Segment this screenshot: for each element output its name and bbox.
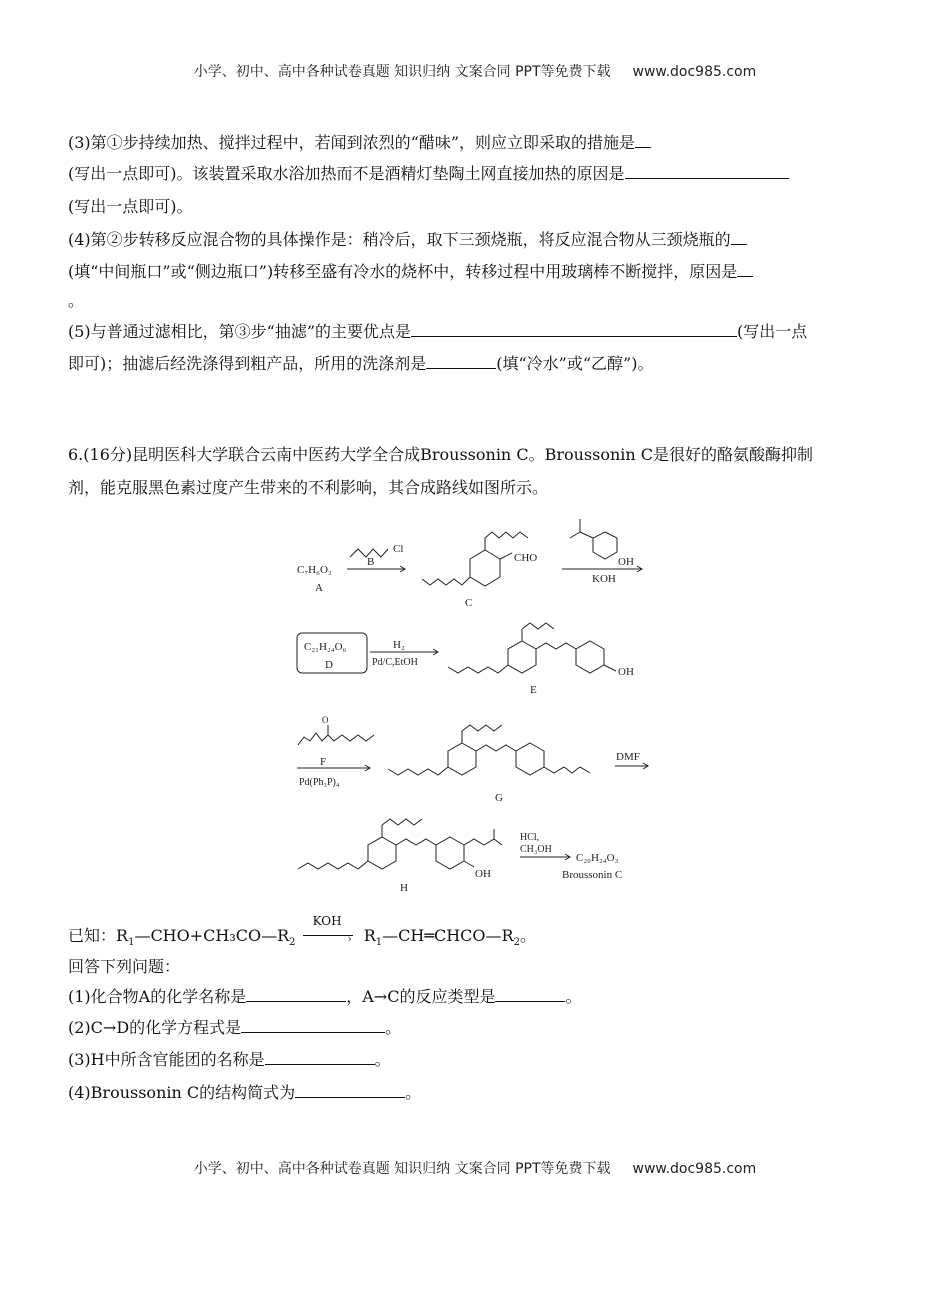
reagent-3: H₂ xyxy=(393,639,405,651)
reagent-acetophenone xyxy=(593,532,617,559)
compound-d-label: D xyxy=(325,659,333,671)
compound-h-label: H xyxy=(400,882,408,894)
q6-1: (1)化合物A的化学名称是 ，A→C的反应类型是 。 xyxy=(68,987,582,1006)
q6-intro-line2: 剂，能克服黑色素过度产生带来的不利影响，其合成路线如图所示。 xyxy=(68,478,549,497)
q6-intro-line1: 6.(16分)昆明医科大学联合云南中医药大学全合成Broussonin C。Broussonin C是很好的酪氨酸酶抑制 xyxy=(68,445,814,464)
compound-c-label: C xyxy=(465,597,473,609)
compound-a-formula: C₇H₆O₃ xyxy=(297,564,332,576)
reagent-f-structure xyxy=(298,733,374,745)
compound-h-chain xyxy=(298,861,368,869)
page-footer xyxy=(0,1158,950,1178)
header-text: 小学、初中、高中各种试卷真题 知识归纳 文案合同 PPT等免费下载 xyxy=(193,64,611,80)
reagent-6a: HCl, xyxy=(520,832,540,843)
reagent-6b: CH₃OH xyxy=(520,844,552,855)
reagent-b-cl: Cl xyxy=(393,543,404,555)
svg-text:O: O xyxy=(322,715,329,725)
footer-text: 小学、初中、高中各种试卷真题 知识归纳 文案合同 PPT等免费下载 xyxy=(193,1161,611,1177)
known-catalyst: KOH xyxy=(312,914,342,928)
q5-4-line3: 。 xyxy=(68,291,85,310)
q5-3-line3: (写出一点即可)。 xyxy=(68,197,193,216)
compound-c-chain xyxy=(422,577,470,585)
reagent-f-label: F xyxy=(320,756,327,768)
compound-e-label: E xyxy=(530,684,537,696)
compound-c-ring xyxy=(470,550,500,586)
compound-e-chain xyxy=(448,665,508,673)
q5-4-line1: (4)第②步转移反应混合物的具体操作是：稍冷后，取下三颈烧瓶，将反应混合物从三颈烧瓶的 xyxy=(68,230,747,250)
q6-3: (3)H中所含官能团的名称是 。 xyxy=(68,1050,391,1069)
q6-2: (2)C→D的化学方程式是 。 xyxy=(68,1018,402,1037)
reagent-b-label: B xyxy=(367,556,375,568)
compound-g-ring1 xyxy=(448,743,476,775)
compound-e-oh: OH xyxy=(618,666,634,678)
reagent-2-oh: OH xyxy=(618,556,634,568)
reagent-f-cond: Pd(Ph₃P)₄ xyxy=(299,777,340,788)
reagent-5: DMF xyxy=(616,751,640,763)
compound-g-prenyl xyxy=(544,767,590,773)
compound-h-ring2 xyxy=(436,837,464,869)
compound-h-oh: OH xyxy=(475,868,491,880)
known-reaction: 已知：$R_1—CHO+CH_3CO—R_2$ KOH › $R_1—CH═CHCO—R_2$。 xyxy=(68,926,536,953)
q5-5-line2: 即可)；抽滤后经洗涤得到粗产品，所用的洗涤剂是 (填“冷水”或“乙醇”)。 xyxy=(68,354,654,373)
product-formula: C₂₀H₂₄O₃ xyxy=(576,852,619,864)
product-name: Broussonin C xyxy=(562,869,623,881)
q6-prompt: 回答下列问题： xyxy=(68,957,181,976)
page-header xyxy=(0,61,950,81)
compound-g-label: G xyxy=(495,792,503,804)
header-url[interactable]: www.doc985.com xyxy=(632,64,757,80)
reagent-3-cond: Pd/C,EtOH xyxy=(372,657,418,668)
compound-g-chain xyxy=(388,767,448,775)
q5-3-line2: (写出一点即可)。该装置采取水浴加热而不是酒精灯垫陶土网直接加热的原因是 xyxy=(68,164,789,184)
compound-a-label: A xyxy=(315,582,323,594)
compound-c-cho: CHO xyxy=(514,552,538,564)
compound-h-ring1 xyxy=(368,837,396,869)
q6-4: (4)Broussonin C的结构简式为 。 xyxy=(68,1083,422,1102)
footer-url[interactable]: www.doc985.com xyxy=(632,1161,757,1177)
synthesis-scheme xyxy=(280,505,670,897)
reagent-2-cond: KOH xyxy=(592,573,616,585)
compound-e-ring1 xyxy=(508,641,536,673)
compound-d-formula: C₂₁H₂₄O₆ xyxy=(304,641,347,653)
compound-g-ring2 xyxy=(516,743,544,775)
q5-4-line2: (填“中间瓶口”或“侧边瓶口”)转移至盛有冷水的烧杯中，转移过程中用玻璃棒不断搅拌，原因是 xyxy=(68,262,753,282)
q5-5-line1: (5)与普通过滤相比，第③步“抽滤”的主要优点是 (写出一点 xyxy=(68,322,808,341)
q5-3-line1: (3)第①步持续加热、搅拌过程中，若闻到浓烈的“醋味”，则应立即采取的措施是 xyxy=(68,133,651,153)
compound-e-ring2 xyxy=(576,641,604,673)
